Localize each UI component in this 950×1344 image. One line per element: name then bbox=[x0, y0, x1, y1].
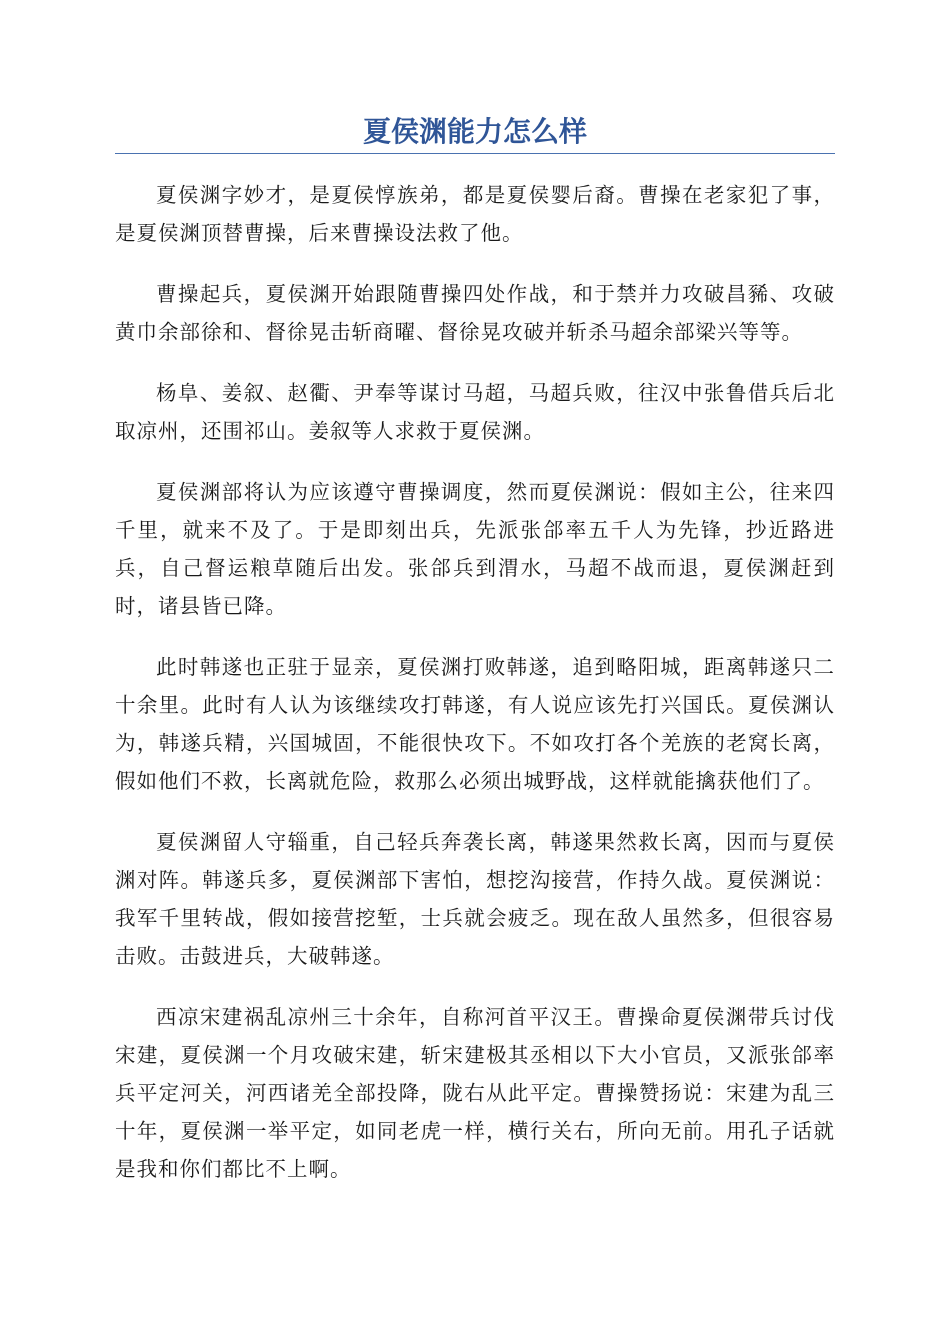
article-body bbox=[115, 176, 835, 1211]
paragraph: 夏侯渊部将认为应该遵守曹操调度，然而夏侯渊说：假如主公，往来四千里，就来不及了。于是即刻出兵，先派张郃率五千人为先锋，抄近路进兵，自己督运粮草随后出发。张郃兵到渭水，马超不战而退，夏侯渊赶到时，诸县皆已降。 bbox=[115, 480, 835, 618]
paragraph: 夏侯渊字妙才，是夏侯惇族弟，都是夏侯婴后裔。曹操在老家犯了事，是夏侯渊顶替曹操，后来曹操设法救了他。 bbox=[115, 183, 835, 245]
paragraph: 西凉宋建祸乱凉州三十余年，自称河首平汉王。曹操命夏侯渊带兵讨伐宋建，夏侯渊一个月攻破宋建，斩宋建极其丞相以下大小官员，又派张郃率兵平定河关，河西诸羌全部投降，陇右从此平定。曹操赞扬说：宋建为乱三十年，夏侯渊一举平定，如同老虎一样，横行关右，所向无前。用孔子话就是我和你们都比不上啊。 bbox=[115, 1005, 835, 1181]
page-title: 夏侯渊能力怎么样 bbox=[362, 115, 587, 148]
title-underline bbox=[115, 153, 835, 154]
paragraph: 曹操起兵，夏侯渊开始跟随曹操四处作战，和于禁并力攻破昌豨、攻破黄巾余部徐和、督徐晃击斩商曜、督徐晃攻破并斩杀马超余部梁兴等等。 bbox=[115, 282, 835, 344]
paragraph: 此时韩遂也正驻于显亲，夏侯渊打败韩遂，追到略阳城，距离韩遂只二十余里。此时有人认为该继续攻打韩遂，有人说应该先打兴国氐。夏侯渊认为，韩遂兵精，兴国城固，不能很快攻下。不如攻打各个羌族的老窝长离，假如他们不救，长离就危险，救那么必须出城野战，这样就能擒获他们了。 bbox=[115, 655, 835, 793]
paragraph: 杨阜、姜叙、赵衢、尹奉等谋讨马超，马超兵败，往汉中张鲁借兵后北取凉州，还围祁山。姜叙等人求救于夏侯渊。 bbox=[115, 381, 835, 443]
paragraph: 夏侯渊留人守辎重，自己轻兵奔袭长离，韩遂果然救长离，因而与夏侯渊对阵。韩遂兵多，夏侯渊部下害怕，想挖沟接营，作持久战。夏侯渊说：我军千里转战，假如接营挖堑，士兵就会疲乏。现在敌人虽然多，但很容易击败。击鼓进兵，大破韩遂。 bbox=[115, 830, 835, 968]
